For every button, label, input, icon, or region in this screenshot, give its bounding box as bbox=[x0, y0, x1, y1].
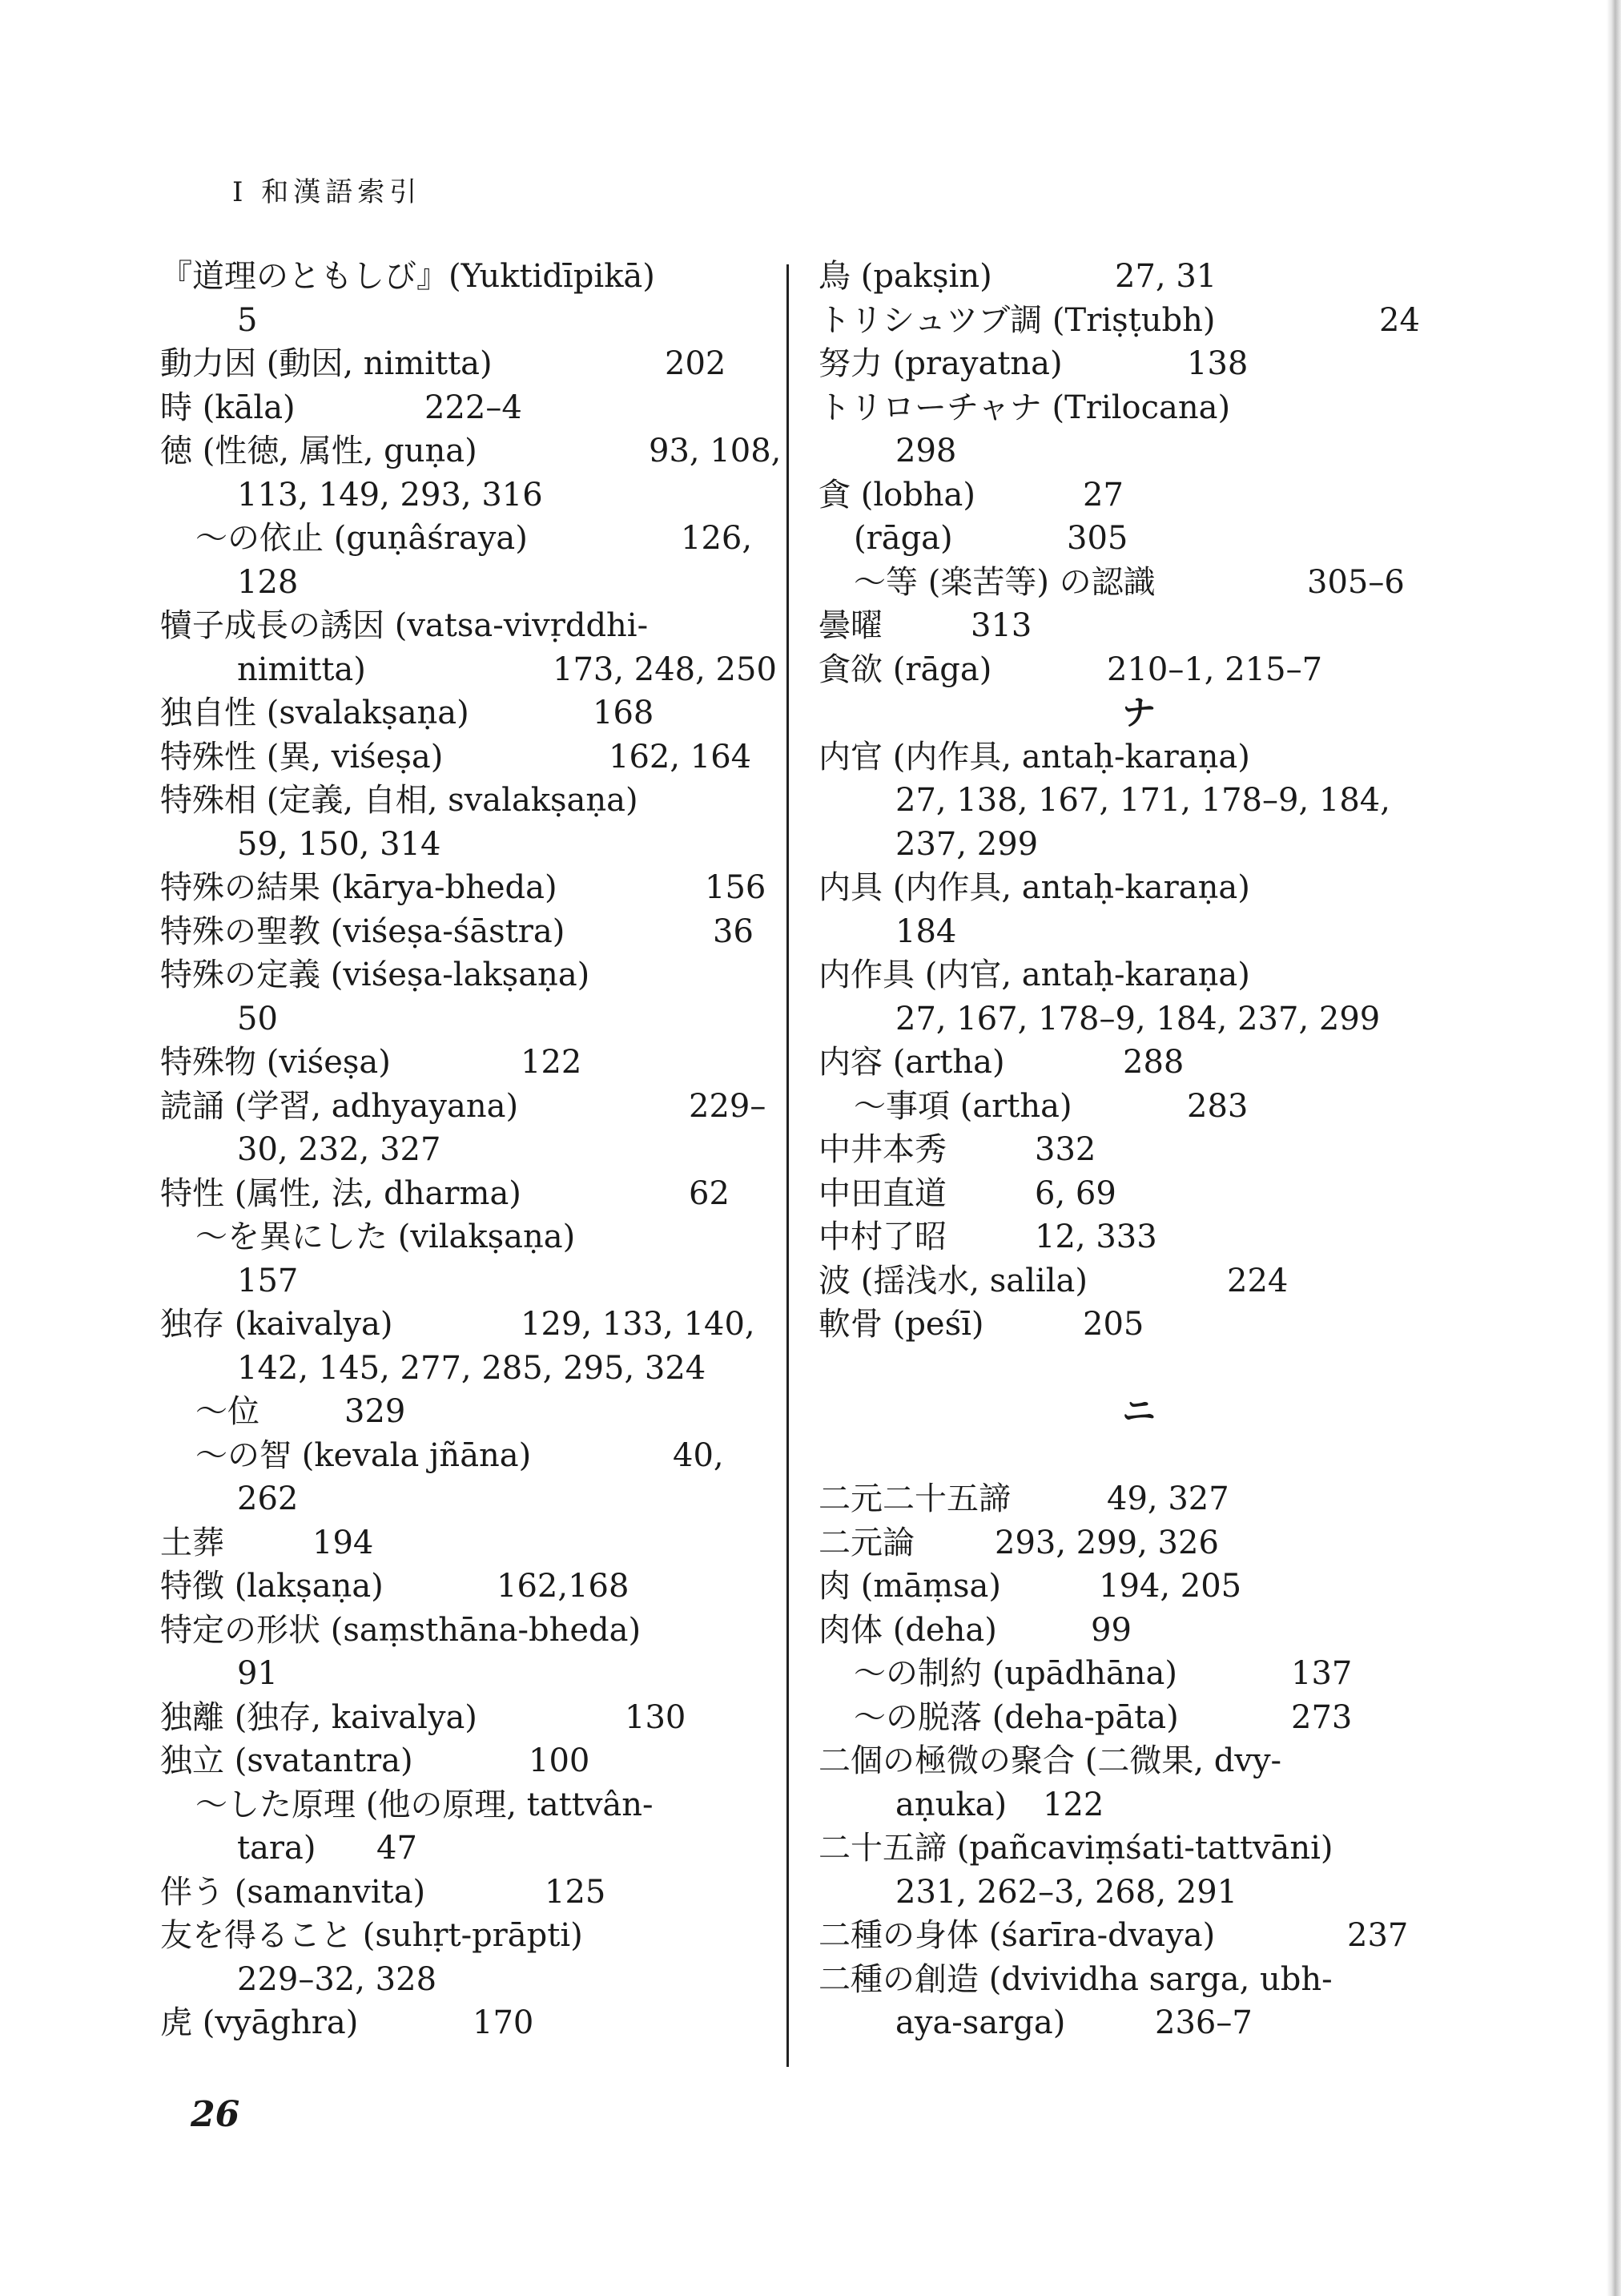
index-entry bbox=[160, 1215, 769, 1259]
index-term: 30, 232, 327 bbox=[237, 1131, 441, 1168]
index-term: 27, 167, 178–9, 184, 237, 299 bbox=[895, 1000, 1381, 1037]
index-entry bbox=[819, 473, 1459, 518]
index-term: 298 bbox=[895, 433, 957, 469]
index-term: 虎 (vyāghra) bbox=[160, 2004, 359, 2041]
index-term: 二十五諦 (pañcaviṃśati-tattvāni) bbox=[819, 1830, 1333, 1867]
index-term: 内具 (内作具, antaḥ-karaṇa) bbox=[819, 869, 1250, 906]
page-refs: 162,168 bbox=[497, 1568, 629, 1605]
index-entry bbox=[160, 1609, 769, 1653]
index-entry bbox=[819, 517, 1459, 561]
index-entry bbox=[819, 1871, 1459, 1915]
index-term: 231, 262–3, 268, 291 bbox=[895, 1873, 1238, 1911]
index-entry bbox=[160, 910, 769, 954]
index-term: 友を得ること (suhṛt-prāpti) bbox=[160, 1917, 583, 1954]
index-term: 中井本秀 bbox=[819, 1131, 947, 1168]
index-term: 50 bbox=[237, 1000, 278, 1037]
index-entry bbox=[160, 255, 769, 299]
index-term: ～を異にした (vilakṣaṇa) bbox=[195, 1218, 576, 1255]
index-entry bbox=[160, 953, 769, 997]
index-entry bbox=[819, 1172, 1459, 1216]
index-entry bbox=[160, 997, 769, 1041]
index-term: ～した原理 (他の原理, tattvân- bbox=[195, 1786, 654, 1823]
index-entry bbox=[819, 735, 1459, 779]
index-term: 262 bbox=[237, 1480, 299, 1517]
index-term: 二種の創造 (dvividha sarga, ubh- bbox=[819, 1960, 1333, 1998]
index-term: 二個の極微の聚合 (二微果, dvy- bbox=[819, 1742, 1282, 1779]
index-term: 237, 299 bbox=[895, 825, 1039, 863]
page-refs: 47 bbox=[376, 1830, 417, 1867]
page-refs: 126, bbox=[681, 520, 753, 557]
index-entry bbox=[819, 1303, 1459, 1347]
index-term: 軟骨 (peśī) bbox=[819, 1306, 984, 1343]
page-refs: 99 bbox=[1091, 1611, 1132, 1649]
index-term: 二種の身体 (śarīra-dvaya) bbox=[819, 1917, 1216, 1954]
index-entry bbox=[160, 1477, 769, 1521]
index-term: 独自性 (svalakṣaṇa) bbox=[160, 695, 469, 731]
page-refs: 168 bbox=[593, 695, 654, 731]
page-refs: 27, 31 bbox=[1115, 258, 1217, 295]
page-refs: 122 bbox=[521, 1044, 582, 1081]
page-refs: 12, 333 bbox=[1035, 1218, 1157, 1255]
index-term: 犢子成長の誘因 (vatsa-vivṛddhi- bbox=[160, 607, 649, 644]
index-term: 鳥 (pakṣin) bbox=[819, 258, 992, 295]
index-term: aṇuka) bbox=[895, 1786, 1008, 1823]
index-term: トリシュツブ調 (Triṣṭubh) bbox=[819, 301, 1216, 339]
index-entry bbox=[160, 1347, 769, 1391]
index-term: 特殊性 (異, viśeṣa) bbox=[160, 738, 444, 775]
index-entry bbox=[160, 1390, 769, 1434]
index-entry bbox=[819, 779, 1459, 823]
index-term: 特殊相 (定義, 自相, svalakṣaṇa) bbox=[160, 782, 638, 819]
index-term: 努力 (prayatna) bbox=[819, 345, 1063, 382]
page-refs: 210–1, 215–7 bbox=[1107, 651, 1323, 688]
index-term: 土葬 bbox=[160, 1524, 224, 1561]
page-refs: 224 bbox=[1227, 1262, 1289, 1299]
page-refs: 273 bbox=[1291, 1698, 1353, 1736]
running-header: Ⅰ 和漢語索引 bbox=[232, 176, 422, 208]
page-refs: 313 bbox=[971, 607, 1032, 644]
index-term: 27, 138, 167, 171, 178–9, 184, bbox=[895, 782, 1390, 819]
page-refs: 229– bbox=[689, 1087, 766, 1125]
index-term: 独立 (svatantra) bbox=[160, 1742, 413, 1779]
index-entry bbox=[819, 429, 1459, 473]
index-entry bbox=[819, 1565, 1459, 1609]
index-term: 91 bbox=[237, 1655, 278, 1692]
index-entry bbox=[160, 691, 769, 735]
page-refs: 130 bbox=[625, 1698, 686, 1736]
page-refs: 62 bbox=[689, 1174, 730, 1212]
page-refs: 125 bbox=[545, 1873, 606, 1911]
kana-section-heading: ナ bbox=[1121, 693, 1156, 732]
index-term: 中村了昭 bbox=[819, 1218, 947, 1255]
index-term: 肉 (māṃsa) bbox=[819, 1568, 1002, 1605]
page-refs: 305–6 bbox=[1307, 563, 1405, 601]
index-entry bbox=[160, 299, 769, 343]
index-term: 特徴 (lakṣaṇa) bbox=[160, 1568, 384, 1605]
page-number: 26 bbox=[191, 2094, 240, 2135]
index-term: 229–32, 328 bbox=[237, 1960, 437, 1998]
index-entry bbox=[160, 1128, 769, 1172]
index-entry bbox=[160, 1914, 769, 1958]
page-refs: 49, 327 bbox=[1107, 1480, 1229, 1517]
page-refs: 93, 108, bbox=[649, 433, 782, 469]
index-term: 特殊の聖教 (viśeṣa-śāstra) bbox=[160, 912, 565, 950]
index-entry bbox=[819, 2001, 1459, 2045]
index-term: 二元二十五諦 bbox=[819, 1480, 1011, 1517]
index-entry bbox=[819, 910, 1459, 954]
index-term: 特殊の結果 (kārya-bheda) bbox=[160, 869, 557, 906]
page-refs: 170 bbox=[473, 2004, 534, 2041]
index-term: 徳 (性徳, 属性, guṇa) bbox=[160, 433, 477, 469]
index-entry bbox=[160, 648, 777, 692]
index-entry bbox=[819, 1914, 1459, 1958]
index-term: 内作具 (内官, antaḥ-karaṇa) bbox=[819, 957, 1250, 993]
index-term: 曇曜 bbox=[819, 607, 883, 644]
index-entry bbox=[160, 517, 769, 561]
index-term: nimitta) bbox=[237, 651, 366, 688]
page-edge-shadow bbox=[1607, 0, 1621, 2296]
index-term: 肉体 (deha) bbox=[819, 1611, 997, 1649]
index-entry bbox=[819, 1085, 1459, 1129]
index-entry bbox=[160, 1871, 769, 1915]
index-entry bbox=[819, 1696, 1459, 1740]
page-refs: 138 bbox=[1187, 345, 1249, 382]
index-entry bbox=[819, 342, 1459, 386]
page-refs: 40, bbox=[673, 1436, 724, 1474]
index-entry bbox=[160, 1565, 769, 1609]
index-entry bbox=[819, 1128, 1459, 1172]
index-entry bbox=[819, 1827, 1459, 1871]
page-refs: 194, 205 bbox=[1099, 1568, 1242, 1605]
index-entry bbox=[160, 429, 782, 473]
index-entry bbox=[160, 823, 769, 867]
index-entry bbox=[819, 1259, 1459, 1303]
index-term: 113, 149, 293, 316 bbox=[237, 476, 543, 514]
page-refs: 137 bbox=[1291, 1655, 1353, 1692]
index-entry bbox=[160, 1652, 769, 1696]
page-refs: 100 bbox=[529, 1742, 590, 1779]
index-term: 動力因 (動因, nimitta) bbox=[160, 345, 493, 382]
page-refs: 156 bbox=[705, 869, 766, 906]
index-term: ～の制約 (upādhāna) bbox=[854, 1655, 1177, 1692]
index-entry bbox=[819, 604, 1459, 648]
page-refs: 162, 164 bbox=[609, 738, 752, 775]
page-refs: 27 bbox=[1083, 476, 1124, 514]
index-entry bbox=[160, 735, 769, 779]
index-term: 5 bbox=[237, 301, 258, 339]
index-term: 128 bbox=[237, 563, 299, 601]
page-refs: 288 bbox=[1123, 1044, 1185, 1081]
page-refs: 36 bbox=[713, 912, 754, 950]
index-entry bbox=[819, 1434, 1459, 1478]
index-term: 独離 (独存, kaivalya) bbox=[160, 1698, 477, 1736]
index-term: 読誦 (学習, adhyayana) bbox=[160, 1087, 519, 1125]
index-term: (rāga) bbox=[854, 520, 953, 557]
index-entry bbox=[819, 953, 1459, 997]
index-entry bbox=[160, 1434, 769, 1478]
index-entry bbox=[819, 1521, 1459, 1565]
index-term: 59, 150, 314 bbox=[237, 825, 441, 863]
index-entry bbox=[160, 2001, 769, 2045]
index-term: 中田直道 bbox=[819, 1174, 947, 1212]
index-term: 二元論 bbox=[819, 1524, 915, 1561]
index-entry bbox=[819, 648, 1459, 692]
index-entry bbox=[819, 299, 1459, 343]
index-entry bbox=[819, 1041, 1459, 1085]
index-term: 157 bbox=[237, 1262, 299, 1299]
index-term: ～の依止 (guṇâśraya) bbox=[195, 520, 528, 557]
index-entry bbox=[819, 386, 1459, 430]
index-term: 時 (kāla) bbox=[160, 389, 296, 426]
page-refs: 122 bbox=[1043, 1786, 1104, 1823]
index-term: ～事項 (artha) bbox=[854, 1087, 1072, 1125]
index-entry bbox=[819, 1347, 1459, 1391]
index-entry bbox=[819, 255, 1459, 299]
index-term: 『道理のともしび』(Yuktidīpikā) bbox=[160, 258, 655, 295]
index-entry bbox=[160, 561, 769, 605]
page-refs: 293, 299, 326 bbox=[995, 1524, 1219, 1561]
index-entry bbox=[160, 866, 769, 910]
index-term: 伴う (samanvita) bbox=[160, 1873, 426, 1911]
index-entry bbox=[819, 823, 1459, 867]
index-entry bbox=[819, 997, 1459, 1041]
index-entry bbox=[819, 1958, 1459, 2002]
page-refs: 173, 248, 250 bbox=[553, 651, 777, 688]
index-term: ～位 bbox=[195, 1393, 259, 1430]
index-column-left bbox=[160, 255, 782, 2045]
index-term: 内官 (内作具, antaḥ-karaṇa) bbox=[819, 738, 1250, 775]
page-refs: 6, 69 bbox=[1035, 1174, 1116, 1212]
index-entry bbox=[160, 1958, 769, 2002]
index-term: 特定の形状 (saṃsthāna-bheda) bbox=[160, 1611, 642, 1649]
index-entry bbox=[819, 1215, 1459, 1259]
index-entry bbox=[160, 473, 769, 518]
index-entry bbox=[160, 779, 769, 823]
page-refs: 237 bbox=[1347, 1917, 1409, 1954]
index-term: 内容 (artha) bbox=[819, 1044, 1005, 1081]
index-entry bbox=[160, 386, 769, 430]
index-term: tara) bbox=[237, 1830, 316, 1867]
page-refs: 305 bbox=[1067, 520, 1128, 557]
index-entry bbox=[160, 604, 769, 648]
index-entry bbox=[160, 1739, 769, 1783]
index-entry bbox=[819, 1652, 1459, 1696]
index-term: ～の脱落 (deha-pāta) bbox=[854, 1698, 1179, 1736]
index-term: 貪 (lobha) bbox=[819, 476, 976, 514]
index-term: ～の智 (kevala jñāna) bbox=[195, 1436, 532, 1474]
index-entry bbox=[160, 1827, 769, 1871]
index-term: トリローチャナ (Trilocana) bbox=[819, 389, 1231, 426]
page-refs: 202 bbox=[665, 345, 726, 382]
index-term: ～等 (楽苦等) の認識 bbox=[854, 563, 1156, 601]
page-refs: 236–7 bbox=[1155, 2004, 1253, 2041]
index-term: aya-sarga) bbox=[895, 2004, 1066, 2041]
index-term: 特殊物 (viśeṣa) bbox=[160, 1044, 391, 1081]
page-refs: 332 bbox=[1035, 1131, 1096, 1168]
index-term: 貪欲 (rāga) bbox=[819, 651, 992, 688]
index-entry bbox=[819, 1783, 1459, 1827]
kana-section-heading: ニ bbox=[1121, 1392, 1156, 1431]
index-term: 特性 (属性, 法, dharma) bbox=[160, 1174, 521, 1212]
index-entry bbox=[160, 342, 769, 386]
page-refs: 194 bbox=[312, 1524, 374, 1561]
page-refs: 129, 133, 140, bbox=[521, 1306, 755, 1343]
index-entry bbox=[160, 1085, 769, 1129]
index-entry bbox=[160, 1172, 769, 1216]
index-entry bbox=[819, 1609, 1459, 1653]
index-entry bbox=[160, 1259, 769, 1303]
column-divider bbox=[786, 264, 789, 2067]
index-entry bbox=[819, 561, 1459, 605]
index-entry bbox=[160, 1783, 769, 1827]
page-refs: 222–4 bbox=[424, 389, 522, 426]
page-refs: 205 bbox=[1083, 1306, 1144, 1343]
page-refs: 24 bbox=[1379, 301, 1420, 339]
index-entry bbox=[819, 866, 1459, 910]
index-entry bbox=[819, 1477, 1459, 1521]
index-term: 独存 (kaivalya) bbox=[160, 1306, 393, 1343]
index-term: 142, 145, 277, 285, 295, 324 bbox=[237, 1349, 706, 1387]
page-refs: 329 bbox=[344, 1393, 406, 1430]
index-entry bbox=[160, 1303, 769, 1347]
index-entry bbox=[160, 1521, 769, 1565]
index-entry bbox=[160, 1041, 769, 1085]
index-term: 184 bbox=[895, 912, 957, 950]
index-term: 特殊の定義 (viśeṣa-lakṣaṇa) bbox=[160, 957, 590, 993]
page-refs: 283 bbox=[1187, 1087, 1249, 1125]
index-entry bbox=[160, 1696, 769, 1740]
index-column-right bbox=[819, 255, 1459, 2045]
index-term: 波 (揺浅水, salila) bbox=[819, 1262, 1088, 1299]
index-entry bbox=[819, 1739, 1459, 1783]
